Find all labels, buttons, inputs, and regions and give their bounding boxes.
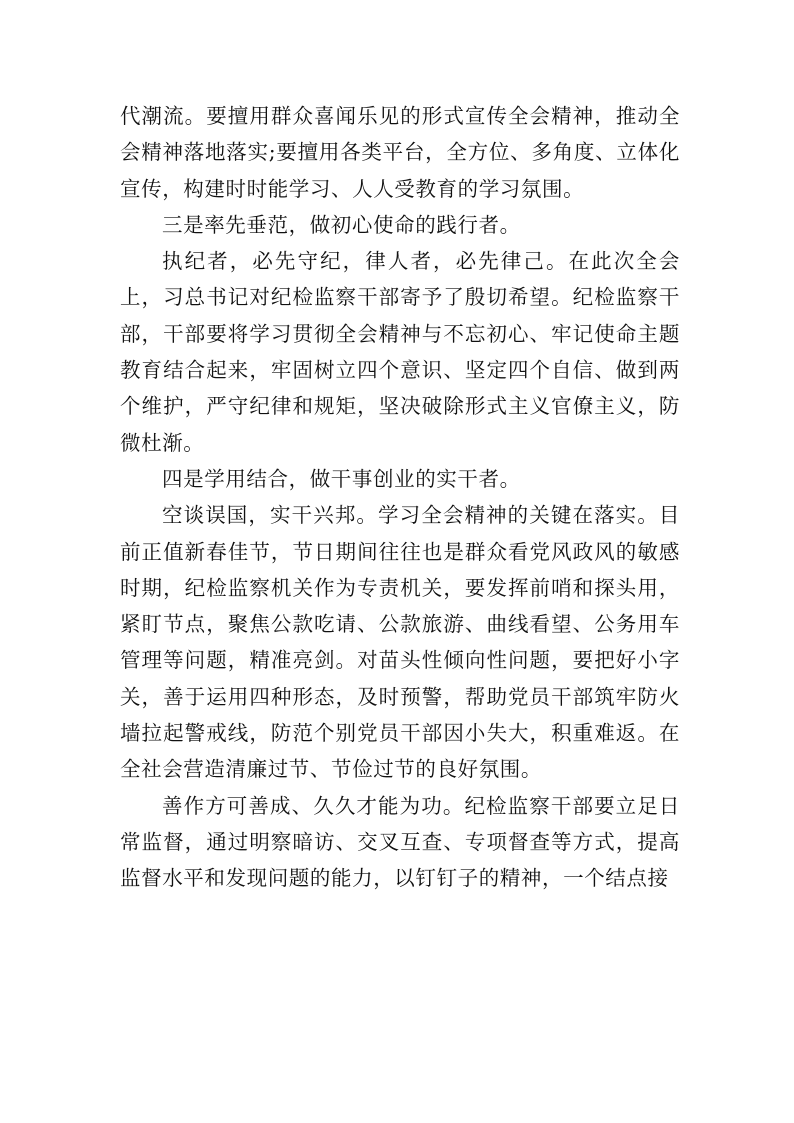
paragraph-continuation: 代潮流。要擅用群众喜闻乐见的形式宣传全会精神，推动全会精神落地落实;要擅用各类平台，全方位、多角度、立体化宣传，构建时时能学习、人人受教育的学习氛围。 [120, 104, 680, 201]
section-heading-four: 四是学用结合，做干事创业的实干者。 [162, 466, 521, 491]
document-body [120, 98, 680, 897]
paragraph-discipline: 执纪者，必先守纪，律人者，必先律己。在此次全会上，习总书记对纪检监察干部寄予了殷切希望。纪检监察干部，干部要将学习贯彻全会精神与不忘初心、牢记使命主题教育结合起来，牢固树立四个意识、坚定四个自信、做到两个维护，严守纪律和规矩，坚决破除形式主义官僚主义，防微杜渐。 [120, 249, 680, 455]
section-heading-three: 三是率先垂范，做初心使命的践行者。 [162, 212, 521, 237]
paragraph-supervision: 善作方可善成、久久才能为功。纪检监察干部要立足日常监督，通过明察暗访、交叉互查、专项督查等方式，提高监督水平和发现问题的能力，以钉钉子的精神，一个结点接 [120, 793, 680, 891]
paragraph-implementation: 空谈误国，实干兴邦。学习全会精神的关键在落实。目前正值新春佳节，节日期间往往也是群众看党风政风的敏感时期，纪检监察机关作为专责机关，要发挥前哨和探头用，紧盯节点，聚焦公款吃请、公款旅游、曲线看望、公务用车管理等问题，精准亮剑。对苗头性倾向性问题，要把好小字关，善于运用四种形态，及时预警，帮助党员干部筑牢防火墙拉起警戒线，防范个别党员干部因小失大，积重难返。在全社会营造清廉过节、节俭过节的良好氛围。 [120, 503, 680, 782]
